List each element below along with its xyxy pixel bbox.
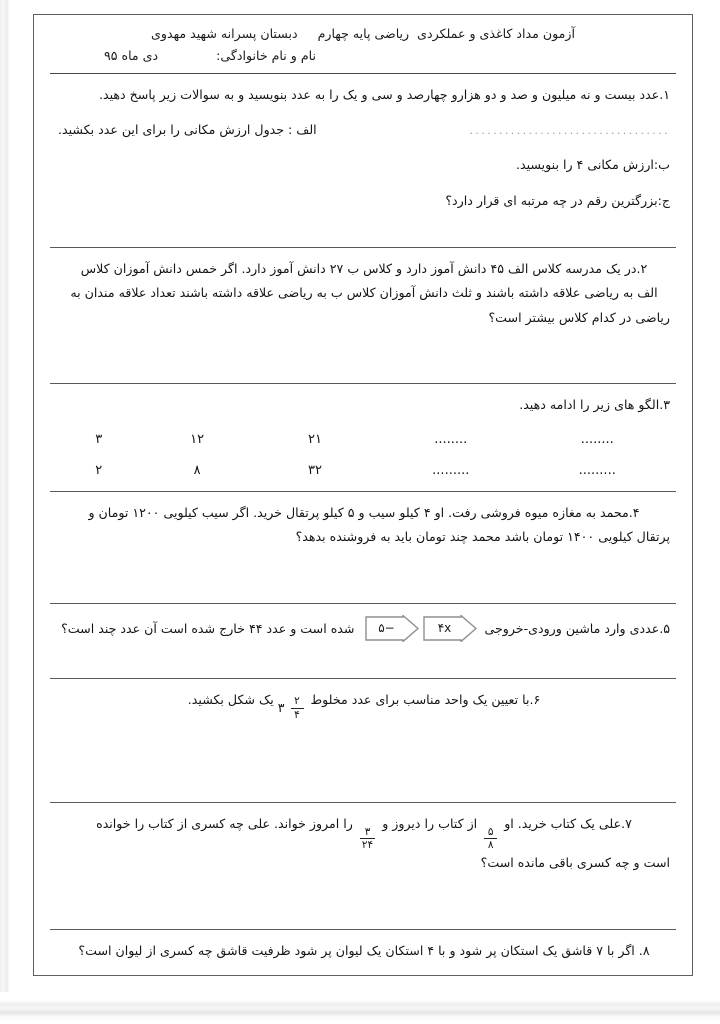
fraction-5-8 [484,827,497,852]
answer-space-5 [48,653,678,675]
fraction-2-4 [291,696,304,721]
exam-header [48,15,678,70]
answer-space-7 [48,884,678,926]
fraction-3-24 [360,827,375,852]
question-2 [48,248,678,339]
table-row [56,424,670,455]
pattern-r2-c2: ۸ [193,462,201,478]
question-2-line-3: ریاضی در کدام کلاس بیشتر است؟ [488,309,670,325]
question-5 [48,604,678,653]
question-4 [48,492,678,558]
pattern-r1-c4[interactable]: ........ [434,431,468,447]
function-machine-diagram [361,615,477,642]
question-7-seg-3: را امروز خواند. علی چه کسری از کتاب را خوانده [96,815,353,831]
question-3 [48,384,678,420]
scan-edge-left [0,0,11,1024]
pattern-r2-c4[interactable]: ......... [432,462,470,478]
pattern-r1-c2: ۱۲ [190,431,205,447]
question-4-line-1: ۴.محمد به مغازه میوه فروشی رفت. او ۴ کیلو سیب و ۵ کیلو پرتقال خرید. اگر سیب کیلویی ۱۲۰۰ تومان و [88,504,640,520]
question-7-seg-2: از کتاب را دیروز و [382,815,478,831]
question-7 [48,803,678,884]
question-1-part-b: ب:ارزش مکانی ۴ را بنویسید. [515,157,670,173]
machine-label-times-4: ۴x [437,621,452,636]
question-1-part-a-blank[interactable]: .................................. [469,123,670,137]
question-1-part-a-row [58,118,670,143]
question-7-line-1 [58,812,670,852]
question-1-text: ۱.عدد بیست و نه میلیون و صد و دو هزارو چهارصد و سی و یک را به عدد بنویسید و به سوالات زیر پاسخ دهید. [99,87,670,103]
machine-label-minus-5: ۵− [378,621,395,636]
pattern-r2-c3: ۳۲ [308,462,322,478]
fraction-numerator: ۵ [487,825,494,838]
student-name-label: نام و نام خانوادگی: [216,47,316,63]
answer-space-1 [48,222,678,244]
question-2-line-2: الف به ریاضی علاقه داشته باشند و ثلث دانش آموزان کلاس ب به ریاضی علاقه داشته باشند تعداد علاقه مندان به [70,285,658,301]
question-6-text-right: ۶.با تعیین یک واحد مناسب برای عدد مخلوط [310,691,541,707]
question-1 [48,74,678,221]
question-1-part-c: ج:بزرگترین رقم در چه مرتبه ای قرار دارد؟ [445,192,670,208]
pattern-r1-c1: ۳ [95,431,103,447]
fraction-denominator: ۸ [487,839,494,852]
question-1-part-a: الف : جدول ارزش مکانی را برای این عدد بکشید. [58,121,317,137]
answer-space-2 [48,338,678,380]
question-2-line-1: ۲.در یک مدرسه کلاس الف ۴۵ دانش آموز دارد و کلاس ب ۲۷ دانش آموز دارد. اگر خمس دانش آموزان کلاس [80,260,648,276]
question-6-text [58,688,670,721]
answer-space-6 [48,729,678,799]
machine-box-times-4 [423,615,477,642]
question-3-text: ۳.الگو های زیر را ادامه دهید. [519,397,670,413]
answer-space-4 [48,558,678,600]
fraction-denominator: ۲۴ [361,839,374,852]
question-4-line-2: پرتقال کیلویی ۱۴۰۰ تومان باشد محمد چند تومان باید به فروشنده بدهد؟ [295,529,670,545]
exam-title: آزمون مداد کاغذی و عملکردی ریاضی پایه چهارم دبستان پسرانه شهید مهدوی [151,26,575,41]
question-7-seg-1: ۷.علی یک کتاب خرید. او [504,815,632,831]
pattern-r2-c5[interactable]: ......... [578,462,616,478]
mixed-number-3-2-4 [278,696,307,721]
exam-date-label: دی ماه ۹۵ [103,47,159,63]
pattern-r2-c1: ۲ [95,462,103,478]
pattern-r1-c3: ۲۱ [308,431,322,447]
question-3-pattern-table [48,420,678,488]
question-6-text-left: یک شکل بکشید. [187,691,274,707]
machine-box-minus-5 [365,615,419,642]
question-6 [48,679,678,729]
pattern-r1-c5[interactable]: ........ [580,431,614,447]
question-8-text: ۸. اگر با ۷ قاشق یک استکان پر شود و با ۴ استکان یک لیوان پر شود ظرفیت قاشق چه کسری از لیوان است؟ [78,942,650,958]
question-8 [48,930,678,972]
fraction-numerator: ۲ [294,694,300,707]
mixed-whole-part: ۳ [277,699,285,715]
fraction-denominator: ۴ [294,708,300,721]
question-7-line-2: است و چه کسری باقی مانده است؟ [480,855,670,871]
table-row [56,455,670,486]
exam-paper [33,14,693,976]
scan-edge-bottom [0,992,720,1024]
student-info-row [54,45,672,67]
fraction-numerator: ۳ [364,825,371,838]
question-5-text-right: ۵.عددی وارد ماشین ورودی-خروجی [484,620,670,636]
question-5-text-left: شده است و عدد ۴۴ خارج شده است آن عدد چند است؟ [61,620,355,636]
